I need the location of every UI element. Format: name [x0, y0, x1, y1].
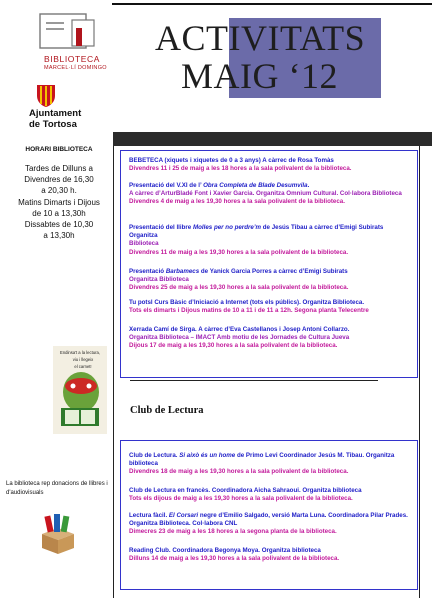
__club-item-when: Divendres 18 de maig a les 19,30 hores a la sala polivalent de la biblioteca.	[129, 468, 349, 476]
__club-item-heading	[129, 452, 411, 468]
ajuntament-line2: de Tortosa	[29, 119, 77, 130]
horari-line: a 20,30 h.	[41, 186, 77, 196]
__ev-item	[129, 299, 411, 315]
__club-item-heading	[129, 512, 411, 528]
top-rule	[112, 3, 432, 5]
horari-line: Dissabtes de 10,30	[24, 220, 94, 230]
poster-text-line: viu i llegeix	[72, 357, 94, 362]
__ev-item-when: Tots els dimarts i Dijous matins de 10 a 11 i de 11 a 12h. Segona planta Telecentre	[129, 307, 369, 315]
horari-line: Divendres de 16,30	[24, 175, 94, 185]
__ev-item-heading	[129, 268, 411, 276]
poster-text-line: el carnet!	[74, 364, 92, 369]
__ev-item-heading	[129, 299, 411, 307]
ajuntament-logo	[12, 84, 116, 130]
__ev-heading-part: Barbamecs	[165, 268, 200, 275]
__club-item-when: Dilluns 14 de maig a les 19,30 hores a la sala polivalent de la biblioteca.	[129, 555, 340, 563]
biblioteca-subtitle: MARCEL·LÍ DOMINGO	[44, 65, 107, 71]
ajuntament-line1: Ajuntament	[29, 108, 82, 119]
__ev-item	[129, 224, 411, 257]
horari-line: Tardes de Dilluns a	[24, 164, 94, 173]
__ev-heading-part: de Jesús Tibau a càrrec d’Emigi Subirats Organitza	[129, 224, 384, 240]
__ev-heading-part: Presentació	[129, 268, 166, 275]
__club-heading-part: negre d’Emilio Salgado, versió Marta Luna. Coordinadora Pilar Prades. Organitza Biblioteca. Col·labora CNL	[129, 512, 408, 528]
__ev-item-when: Divendres 4 de maig a les 19,30 hores a la sala polivalent de la biblioteca.	[129, 198, 345, 206]
horari-line: de 10 a 13,30h	[32, 208, 86, 218]
__ev-item	[129, 157, 411, 173]
reading-poster-icon	[53, 346, 107, 434]
horari-line: a 13,30h	[43, 231, 75, 241]
__club-item	[129, 512, 411, 537]
__ev-item	[129, 268, 411, 293]
__ev-item-when: Divendres 11 i 25 de maig a les 18 hores a la sala polivalent de la biblioteca.	[129, 165, 352, 173]
__ev-item	[129, 326, 411, 351]
__ev-heading-part: BEBETECA (xiquets i xiquetes de 0 a 3 anys) A càrrec de Rosa Tomàs	[129, 157, 334, 164]
__ev-heading-part: Molles per no perdre’m	[192, 224, 262, 231]
__club-heading-part: Club de Lectura.	[129, 452, 180, 459]
donacions-text: La biblioteca rep donacions de llibres i d'audiovisuals	[6, 481, 108, 496]
__club-item-heading	[129, 487, 411, 495]
__ev-heading-part: Presentació del llibre	[129, 224, 193, 231]
__ev-item-organizer: A càrrec d’ArturBladé Font i Xavier Garcia. Organitza Omnium Cultural. Col·labora Biblioteca	[129, 190, 402, 198]
horari-schedule	[8, 163, 110, 241]
content-panel-header-bar	[113, 132, 432, 146]
__club-item-when: Tots els dijous de maig a les 19,30 hores a la sala polivalent de la biblioteca.	[129, 495, 353, 503]
tortosa-shield-icon	[36, 84, 56, 108]
biblioteca-name: BIBLIOTECA	[44, 54, 101, 64]
book-boxes-icon	[36, 512, 80, 556]
biblioteca-logo	[24, 10, 120, 78]
__ev-heading-part: Xerrada Camí de Sirga. A càrrec d’Eva Castellanos i Josep Antoni Collarzo.	[129, 326, 350, 333]
__ev-item-heading	[129, 182, 411, 190]
__ev-heading-part: Obra Completa de Blade Desumvila	[203, 182, 308, 189]
__ev-item-when: Divendres 11 de maig a les 19,30 hores a la sala polivalent de la biblioteca.	[129, 248, 349, 256]
__club-item	[129, 452, 411, 477]
__ev-item-heading	[129, 326, 411, 334]
__ev-heading-part: .	[307, 182, 310, 189]
__club-heading-part: Club de Lectura en francès. Coordinadora Aicha Sahraoui. Organitza biblioteca	[129, 487, 362, 494]
page-title-line1: ACTIVITATS	[155, 18, 366, 58]
section-divider	[130, 380, 378, 381]
__club-item	[129, 547, 411, 563]
horari-title: HORARI BIBLIOTECA	[25, 146, 93, 153]
__ev-item-heading	[129, 224, 411, 240]
__ev-item-organizer: Biblioteca	[129, 240, 159, 248]
__club-item	[129, 487, 411, 503]
poster-text-line: Endinsa't a la lectura,	[60, 350, 100, 355]
__ev-item-when: Dijous 17 de maig a les 19,30 hores a la sala polivalent de la biblioteca.	[129, 342, 338, 350]
__ev-item	[129, 182, 411, 207]
__club-heading-part: El Corsari	[168, 512, 199, 519]
page-title-line2: MAIG ‘12	[181, 56, 338, 96]
__ev-heading-part: Presentació del V.XI de l’	[129, 182, 204, 189]
__club-heading-part: Lectura fàcil.	[129, 512, 169, 519]
__ev-heading-part: Tu potsl Curs Bàsic d’Iniciació a Internet (tots els públics). Organitza Biblioteca.	[129, 299, 365, 306]
__club-item-heading	[129, 547, 411, 555]
library-building-icon	[38, 10, 100, 52]
__club-heading-part: de Primo Levi Coordinador Jesús M. Tibau. Organitza biblioteca	[129, 452, 395, 468]
club-section-title: Club de Lectura	[130, 405, 204, 416]
__ev-item-when: Divendres 25 de maig a les 19,30 hores a la sala polivalent de la biblioteca.	[129, 284, 349, 292]
__club-item-when: Dimecres 23 de maig a les 18 hores a la segona planta de la biblioteca.	[129, 528, 337, 536]
__ev-item-heading	[129, 157, 411, 165]
__ev-item-organizer: Organitza Biblioteca	[129, 276, 189, 284]
__club-heading-part: Reading Club. Coordinadora Begonya Moya. Organitza biblioteca	[129, 547, 321, 554]
__ev-heading-part: de Yanick Garcia Porres a càrrec d’Emigi Subirats	[199, 268, 348, 275]
__ev-item-organizer: Organitza Biblioteca – IMACT Amb motiu de les Jornades de Cultura Jueva	[129, 334, 350, 342]
horari-line: Matins Dimarts i Dijous	[18, 197, 100, 207]
__club-heading-part: Si això és un home	[179, 452, 236, 459]
